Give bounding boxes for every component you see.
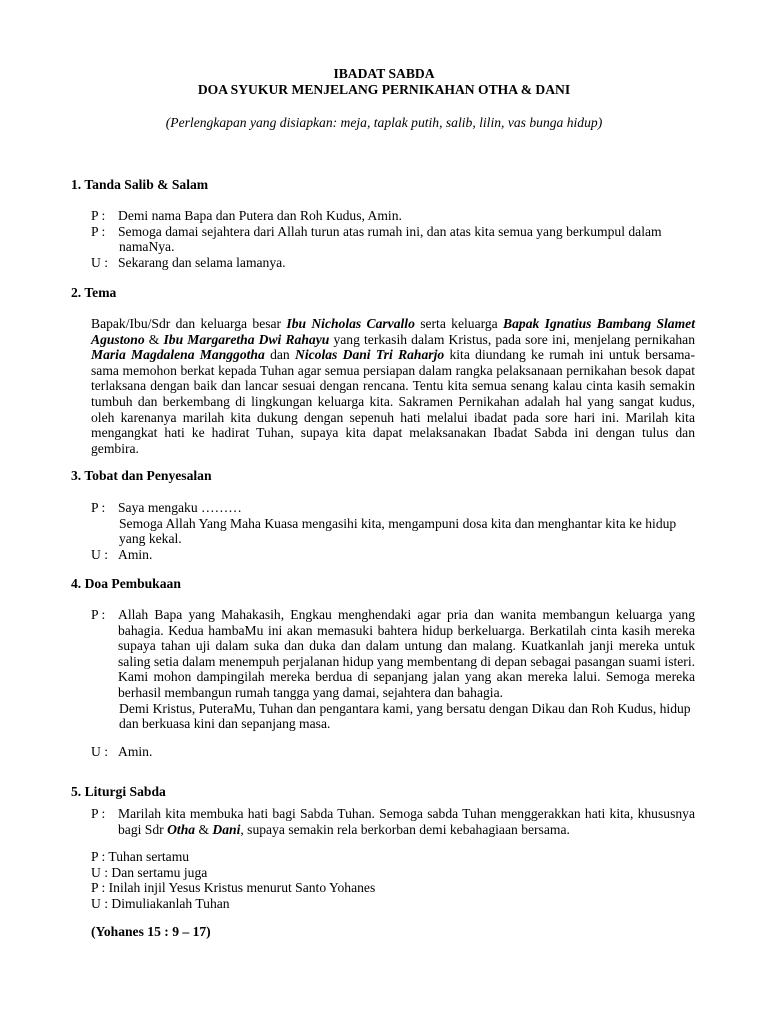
prayer-paragraph: Allah Bapa yang Mahakasih, Engkau menghendaki agar pria dan wanita membangun keluarga yang bahagia. Kedua hambaMu ini akan memasuki bahtera hidup berkeluarga. Berkatilah cinta kasih mereka supaya tahan uji dalam suka dan duka dan dalam untung dan malang. Kuatkanlah janji mereka untuk saling setia dalam menempuh perjalanan hidup yang membentang di depan sebagai pasangan suami isteri. Kami mohon dampingilah mereka berdua di sepanjang jalan yang akan mereka lalui. Semoga mereka berhasil membangun rumah tangga yang damai, sejahtera dan bahagia.	[118, 607, 695, 700]
dialog-text: Demi nama Bapa dan Putera dan Roh Kudus, Amin.	[118, 208, 402, 223]
speaker-label: U :	[91, 743, 108, 759]
speaker-label: U :	[91, 254, 108, 270]
text-run: serta keluarga	[414, 316, 504, 331]
section-3-heading: 3. Tobat dan Penyesalan	[71, 468, 212, 483]
dialog-continuation: namaNya.	[119, 239, 175, 255]
section-1-heading: 1. Tanda Salib & Salam	[71, 177, 209, 192]
dialog-line	[91, 744, 695, 760]
response-line: U : Dan sertamu juga	[91, 864, 208, 880]
dialog-text: Amin.	[118, 546, 153, 562]
speaker-label: P :	[91, 607, 106, 622]
name-groom: Nicolas Dani Tri Raharjo	[295, 347, 445, 363]
theme-paragraph	[91, 316, 695, 456]
text-run: &	[144, 331, 164, 347]
doc-title: IBADAT SABDA	[333, 66, 435, 81]
response-line: P : Tuhan sertamu	[91, 849, 190, 865]
speaker-label: U :	[91, 546, 108, 562]
name-otha: Otha	[167, 821, 196, 837]
dialog-line	[91, 255, 695, 271]
dialog-line	[91, 224, 695, 240]
response-line: U : Dimuliakanlah Tuhan	[91, 895, 230, 911]
section-2-heading: 2. Tema	[71, 285, 117, 300]
speaker-label: P :	[91, 500, 106, 515]
spacer	[91, 837, 695, 849]
text-run: Bapak/Ibu/Sdr dan keluarga besar	[91, 316, 287, 331]
name-ibu-margaretha: Ibu Margaretha Dwi Rahayu	[163, 331, 330, 347]
dialog-line	[91, 547, 695, 563]
dialog-text: Sekarang dan selama lamanya.	[118, 254, 286, 270]
dialog-line	[91, 806, 695, 837]
dialog-line	[91, 208, 695, 224]
name-ibu-nicholas: Ibu Nicholas Carvallo	[286, 316, 415, 331]
dialog-text: Amin.	[118, 743, 153, 759]
name-dani: Dani	[212, 821, 241, 837]
spacer	[91, 912, 695, 924]
section-4-heading: 4. Doa Pembukaan	[71, 576, 181, 591]
text-run: Marilah kita membuka hati bagi Sabda Tuhan. Semoga sabda Tuhan menggerakkan hati kita, khususnya bagi Sdr	[118, 806, 695, 837]
dialog-continuation: Semoga Allah Yang Maha Kuasa mengasihi kita, mengampuni dosa kita dan menghantar kita ke hidup yang kekal.	[119, 515, 677, 547]
section-5-heading: 5. Liturgi Sabda	[71, 784, 166, 799]
section-1-body	[91, 208, 695, 270]
section-4-body	[91, 607, 695, 759]
name-bapak-ignatius: Bapak Ignatius Bambang Slamet Agustono	[91, 316, 695, 347]
response-line: P : Inilah injil Yesus Kristus menurut Santo Yohanes	[91, 880, 376, 896]
name-bride: Maria Magdalena Manggotha	[91, 347, 265, 363]
dialog-line	[91, 607, 695, 701]
equipment-note: (Perlengkapan yang disiapkan: meja, taplak putih, salib, lilin, vas bunga hidup)	[165, 115, 603, 130]
speaker-label: P :	[91, 208, 106, 223]
speaker-label: P :	[91, 223, 106, 239]
text-run: yang terkasih dalam Kristus, pada sore ini, menjelang pernikahan	[329, 331, 695, 347]
text-run: dan	[264, 347, 296, 363]
invitation-text	[118, 806, 695, 837]
dialog-line	[91, 500, 695, 516]
text-run: kita diundang ke rumah ini untuk bersama-sama memohon berkat kepada Tuhan agar semua persiapan dalam rangka pelaksanaan pernikahan besok dapat terlaksana dengan baik dan lancar sesuai dengan rencana. Tentu kita semua senang kalau cinta kasih semakin tumbuh dan berkembang di lingkungan keluarga kita. Sakramen Pernikahan adalah hal yang sangat kudus, oleh karenanya marilah kita dukung dengan sepenuh hati melalui ibadat pada sore hari ini. Marilah kita mengangkat hati ke hadirat Tuhan, supaya kita dapat melaksanakan Ibadat Sabda ini dengan tulus dan gembira.	[91, 347, 695, 456]
section-3-body	[91, 500, 695, 562]
text-run: , supaya semakin rela berkorban demi kebahagiaan bersama.	[240, 821, 570, 837]
section-5-body	[91, 806, 695, 939]
prayer-closing: Demi Kristus, PuteraMu, Tuhan dan pengantara kami, yang bersatu dengan Dikau dan Roh Kudus, hidup dan berkuasa kini dan sepanjang masa.	[119, 700, 691, 732]
text-run: &	[195, 821, 213, 837]
dialog-text: Saya mengaku ………	[118, 500, 242, 515]
spacer	[91, 732, 695, 744]
speaker-label: P :	[91, 806, 106, 821]
dialog-text: Semoga damai sejahtera dari Allah turun atas rumah ini, dan atas kita semua yang berkumpul dalam	[118, 223, 662, 239]
scripture-reference: (Yohanes 15 : 9 – 17)	[91, 923, 211, 939]
opening-prayer-text	[91, 607, 695, 701]
doc-subtitle: DOA SYUKUR MENJELANG PERNIKAHAN OTHA & DANI	[197, 82, 571, 97]
